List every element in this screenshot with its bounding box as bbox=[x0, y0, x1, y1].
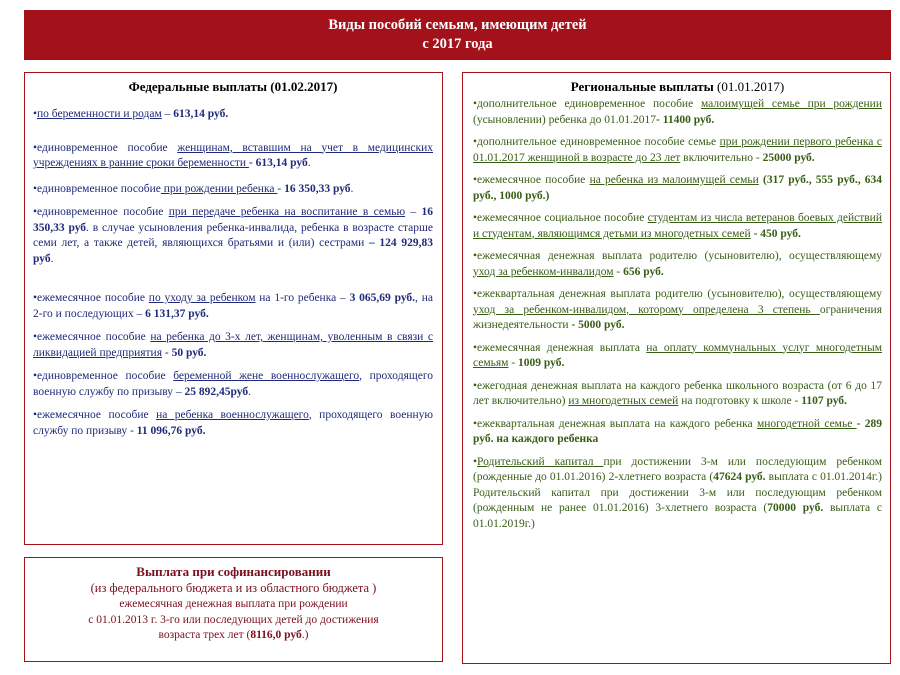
federal-item: •единовременное пособие беременной жене военнослужащего, проходящего военную службу по призыву – 25 892,45руб. bbox=[33, 370, 434, 398]
federal-payments-title: Федеральные выплаты (01.02.2017) bbox=[128, 79, 338, 94]
federal-item: •единовременное пособие при передаче ребенка на воспитание в семью – 16 350,33 руб. в случае усыновления ребенка-инвалида, ребенка в возрасте старше семи лет, а также детей, являющихся братьями и (или) сестрами – 124 929,83 руб. bbox=[33, 206, 433, 265]
page-subtitle: с 2017 года bbox=[422, 36, 493, 52]
regional-item: •ежегодная денежная выплата на каждого ребенка школьного возраста (от 6 до 17 лет включительно) из многодетных семей на подготовку к школе - 1107 руб. bbox=[473, 379, 882, 407]
page-header bbox=[24, 10, 891, 60]
federal-payments-panel bbox=[24, 72, 443, 545]
regional-item: •ежемесячная денежная выплата родителю (усыновителю), осуществляющему уход за ребенком-инвалидом - 656 руб. bbox=[473, 250, 882, 278]
federal-item: •ежемесячное пособие на ребенка до 3-х лет, женщинам, уволенным в связи с ликвидацией предприятия - 50 руб. bbox=[33, 331, 433, 359]
regional-item: •Родительский капитал при достижении 3-м или последующим ребенком (рожденные до 01.01.2016) 2-хлетнего возраста (47624 руб. выплата с 01.01.2014г.) Родительский капитал при достижении 3-м или последующим ребенком (рожденным не ранее 01.01.2016) 3-хлетнего возраста (70000 руб. выплата с 01.01.2019г.) bbox=[473, 455, 883, 530]
federal-item: •по беременности и родам – 613,14 руб. bbox=[33, 108, 229, 120]
cofinancing-subtitle: (из федерального бюджета и из областного бюджета ) bbox=[90, 581, 377, 595]
cofinancing-line: ежемесячная денежная выплата при рождении bbox=[119, 598, 348, 610]
page-title: Виды пособий семьям, имеющим детей bbox=[328, 17, 587, 33]
federal-item: •ежемесячное пособие на ребенка военнослужащего, проходящего военную службу по призыву - 11 096,76 руб. bbox=[33, 409, 433, 437]
regional-payments-panel bbox=[462, 72, 891, 664]
regional-item: •дополнительное единовременное пособие семье при рождении первого ребенка с 01.01.2017 женщиной в возрасте до 23 лет включительно - 25000 руб. bbox=[473, 136, 882, 164]
federal-item: •ежемесячное пособие по уходу за ребенком на 1-го ребенка – 3 065,69 руб., на 2-го и последующих – 6 131,37 руб. bbox=[33, 292, 433, 320]
cofinancing-panel bbox=[24, 557, 443, 662]
federal-payments-list bbox=[33, 107, 433, 439]
federal-item: •единовременное пособие при рождении ребенка - 16 350,33 руб. bbox=[33, 182, 354, 195]
cofinancing-title: Выплата при софинансировании bbox=[136, 564, 331, 579]
regional-item: •ежемесячная денежная выплата на оплату коммунальных услуг многодетным семьям - 1009 руб. bbox=[473, 341, 883, 369]
regional-item: •дополнительное единовременное пособие малоимущей семье при рождении (усыновлении) ребенка до 01.01.2017- 11400 руб. bbox=[473, 98, 882, 126]
cofinancing-line: с 01.01.2013 г. 3-го или последующих детей до достижения bbox=[88, 613, 379, 626]
cofinancing-amount-line: возраста трех лет (8116,0 руб.) bbox=[158, 629, 309, 641]
regional-payments-list bbox=[473, 97, 882, 532]
regional-item: •ежемесячное пособие на ребенка из малоимущей семьи (317 руб., 555 руб., 634 руб., 1000 руб.) bbox=[473, 174, 883, 202]
regional-item: •ежеквартальная денежная выплата родителю (усыновителю), осуществляющему уход за ребенком-инвалидом, которому определена 3 степень ограничения жизнедеятельности - 5000 руб. bbox=[473, 288, 882, 331]
federal-item: •единовременное пособие женщинам, вставшим на учет в медицинских учреждениях в ранние сроки беременности - 613,14 руб. bbox=[33, 141, 434, 169]
regional-payments-title: Региональные выплаты (01.01.2017) bbox=[570, 79, 785, 94]
regional-item: •ежеквартальная денежная выплата на каждого ребенка многодетной семье - 289 руб. на каждого ребенка bbox=[473, 417, 883, 445]
regional-item: •ежемесячное социальное пособие студентам из числа ветеранов боевых действий и студентам, являющимся детьми из многодетных семей - 450 руб. bbox=[473, 212, 882, 240]
